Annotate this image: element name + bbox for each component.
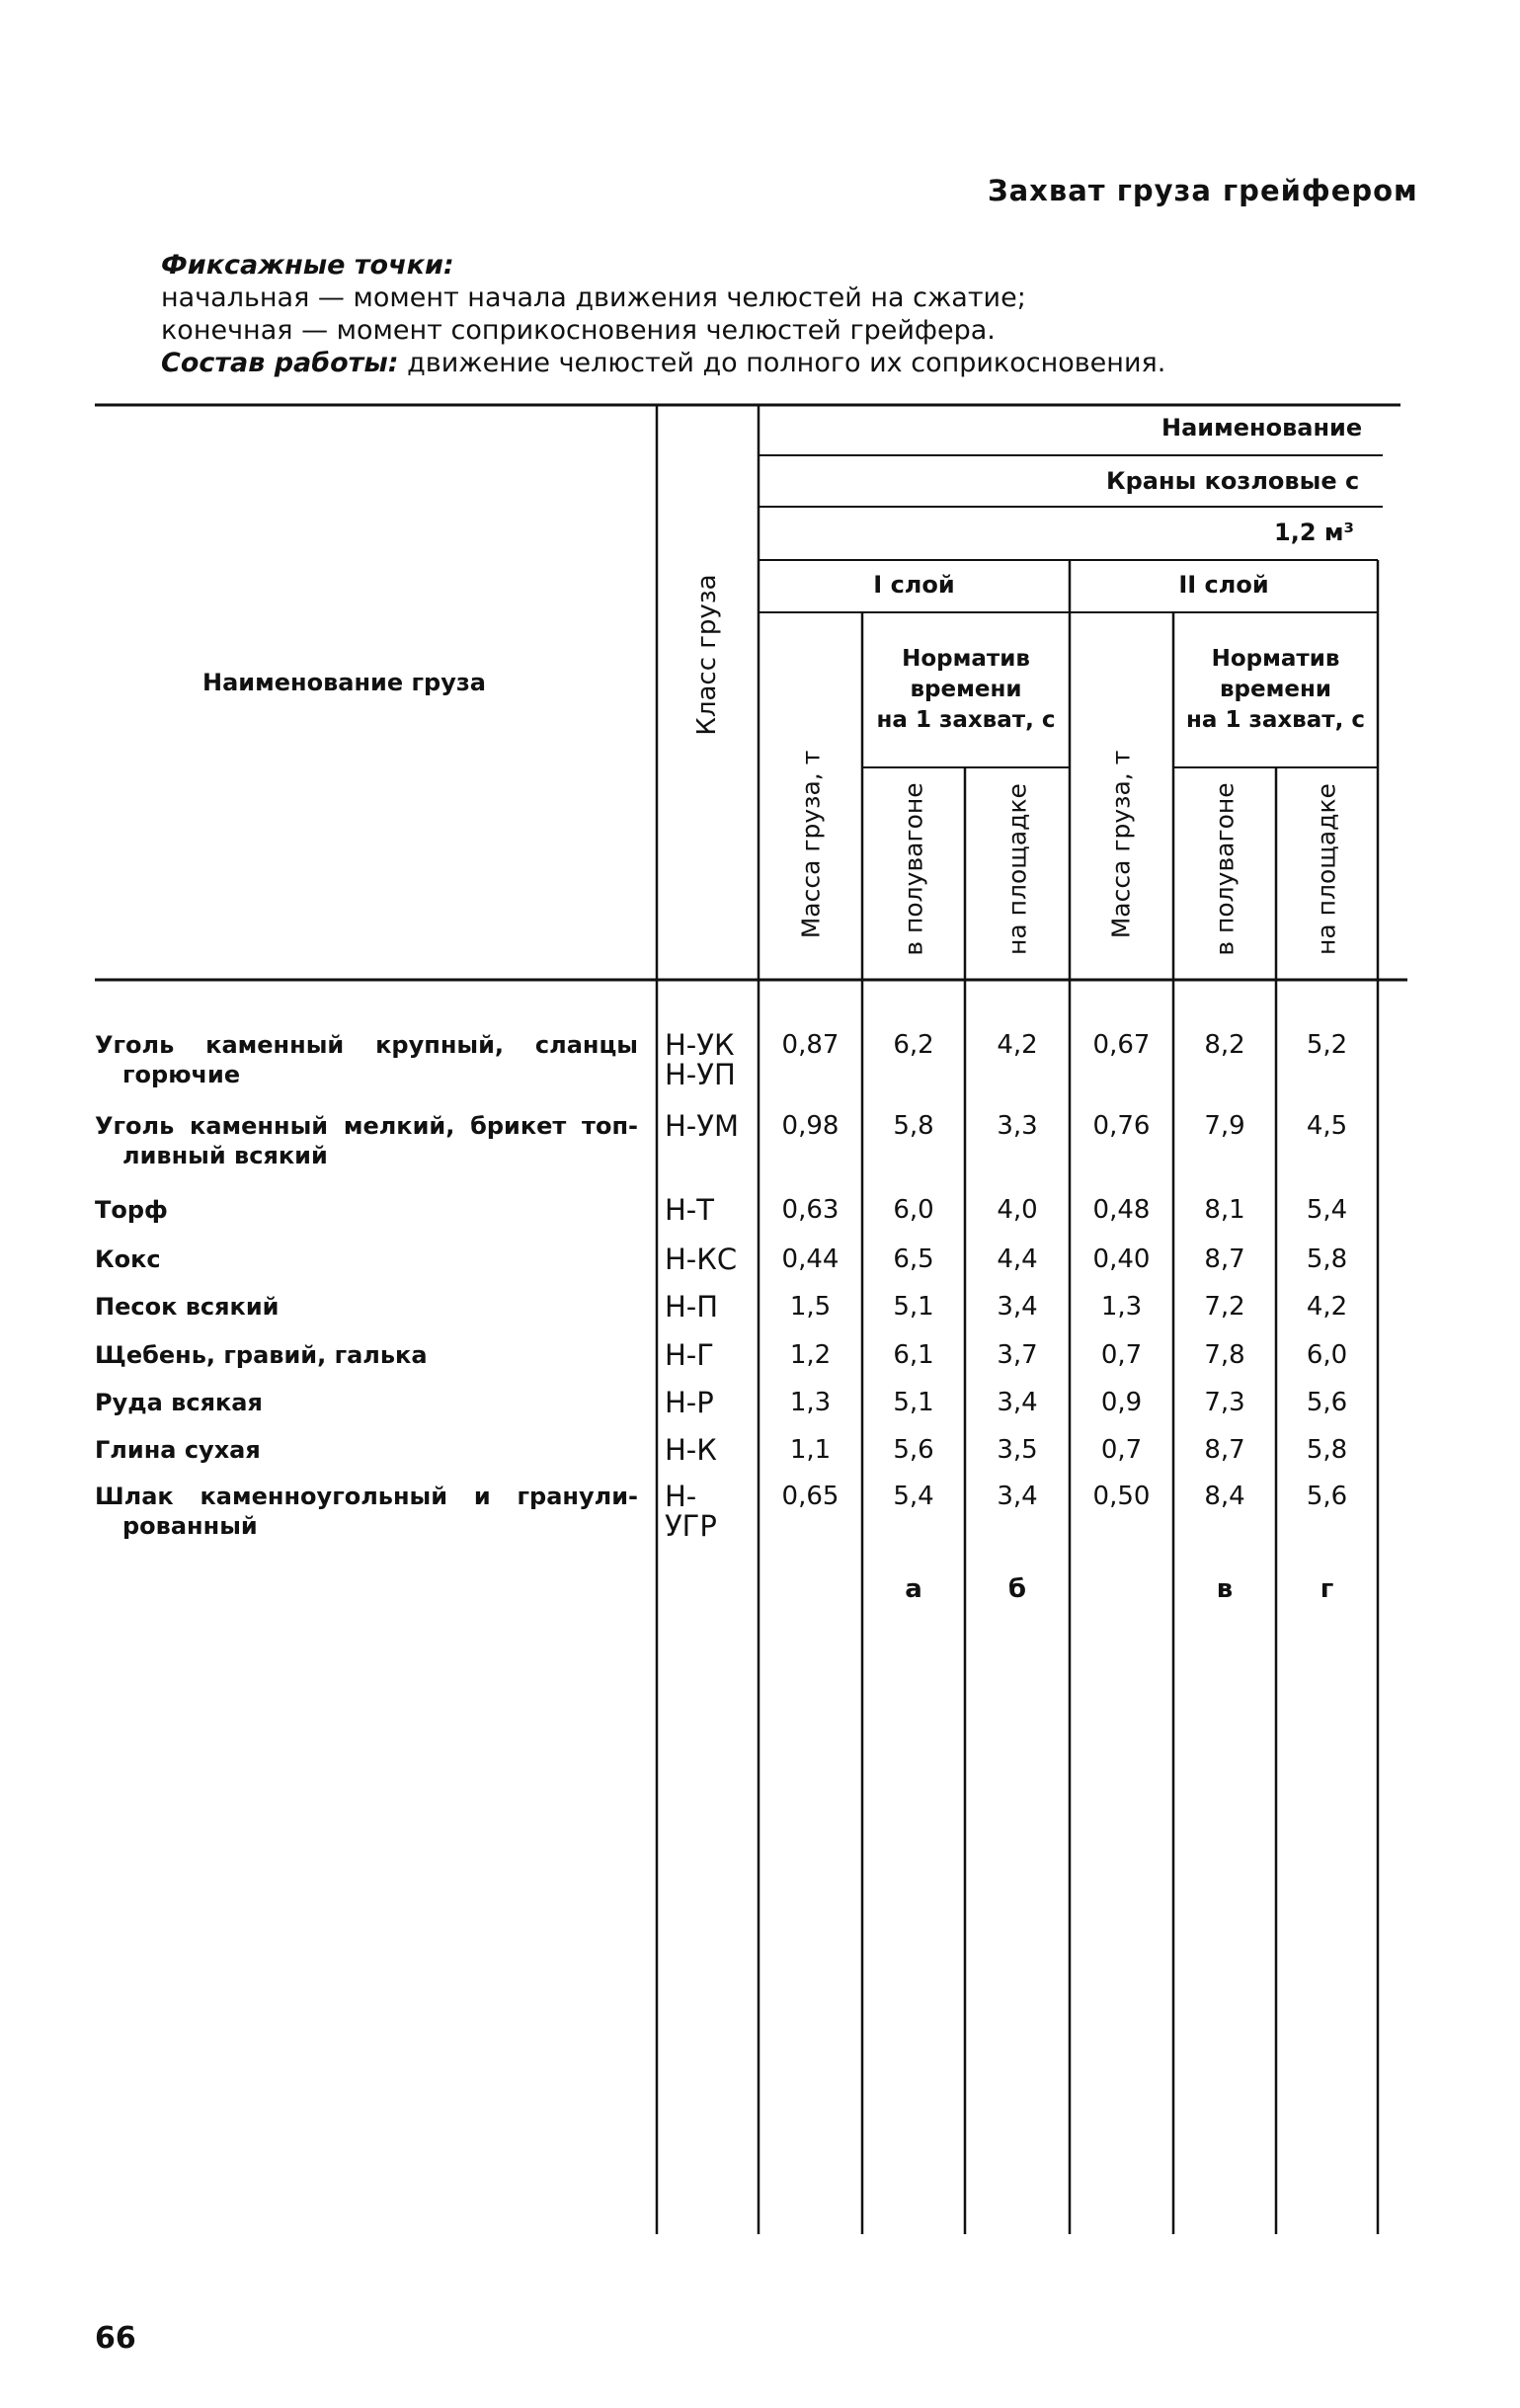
row-7-class: Н-К [665,1433,717,1467]
row-5-name: Щебень, гравий, галька [95,1341,428,1369]
header-platform-1: на площадке [1002,783,1032,955]
row-3-platform-2: 5,8 [1306,1244,1348,1274]
header-norm-1: Норматив времени на 1 захват, с [876,646,1056,733]
row-1-mass-2: 0,76 [1092,1111,1151,1141]
row-8-mass-2: 0,50 [1092,1482,1151,1511]
row-2-platform-2: 5,4 [1306,1195,1348,1225]
row-7-mass-1: 1,1 [789,1435,832,1465]
row-0-platform-2: 5,2 [1306,1030,1348,1060]
header-wagon-1: в полувагоне [899,782,928,956]
row-2-mass-2: 0,48 [1092,1195,1151,1225]
section-title: Захват груза грейфером [988,174,1418,207]
header-layer-2: II слой [1178,571,1269,599]
header-wagon-2: в полувагоне [1210,782,1240,956]
row-3-class: Н-КС [665,1243,738,1276]
row-7-wagon-1: 5,6 [893,1435,934,1465]
start-point: начальная — момент начала движения челюстей на сжатие; [161,282,1026,313]
row-3-platform-1: 4,4 [997,1244,1038,1274]
row-7-wagon-2: 8,7 [1204,1435,1245,1465]
row-4-name: Песок всякий [95,1293,280,1321]
row-1-wagon-2: 7,9 [1204,1111,1245,1141]
row-4-mass-2: 1,3 [1100,1292,1143,1322]
row-6-wagon-2: 7,3 [1204,1388,1245,1417]
row-4-platform-2: 4,2 [1306,1292,1348,1322]
row-5-mass-1: 1,2 [789,1340,832,1370]
row-5-platform-1: 3,7 [997,1340,1038,1370]
row-4-platform-1: 3,4 [997,1292,1038,1322]
row-7-mass-2: 0,7 [1100,1435,1143,1465]
work-label: Состав работы: [161,348,399,378]
row-7-platform-2: 5,8 [1306,1435,1348,1465]
column-index-g: г [1320,1574,1334,1604]
row-7-platform-1: 3,5 [997,1435,1038,1465]
row-4-wagon-2: 7,2 [1204,1292,1245,1322]
row-2-mass-1: 0,63 [781,1195,840,1225]
row-2-wagon-2: 8,1 [1204,1195,1245,1225]
header-naming: Наименование [1161,414,1363,441]
header-platform-2: на площадке [1312,783,1341,955]
row-3-wagon-2: 8,7 [1204,1244,1245,1274]
row-8-class: Н- УГР [665,1480,717,1543]
row-5-platform-2: 6,0 [1306,1340,1348,1370]
row-1-wagon-1: 5,8 [893,1111,934,1141]
work-text: движение челюстей до полного их соприкосновения. [407,348,1166,378]
row-6-name: Руда всякая [95,1389,263,1416]
row-1-platform-1: 3,3 [997,1111,1038,1141]
row-8-platform-2: 5,6 [1306,1482,1348,1511]
row-8-platform-1: 3,4 [997,1482,1038,1511]
row-1-mass-1: 0,98 [781,1111,840,1141]
row-3-mass-1: 0,44 [781,1244,840,1274]
row-5-class: Н-Г [665,1338,714,1372]
row-4-class: Н-П [665,1290,719,1324]
row-8-mass-1: 0,65 [781,1482,840,1511]
row-3-mass-2: 0,40 [1092,1244,1151,1274]
column-index-b: б [1007,1574,1027,1604]
row-0-name: Уголь каменный крупный, сланцы горючие [95,1031,638,1088]
row-6-mass-1: 1,3 [789,1388,832,1417]
row-1-class: Н-УМ [665,1109,739,1143]
row-0-class: Н-УК Н-УП [665,1028,736,1091]
row-5-wagon-2: 7,8 [1204,1340,1245,1370]
row-6-platform-2: 5,6 [1306,1388,1348,1417]
header-layer-1: I слой [873,571,955,599]
row-3-name: Кокс [95,1245,161,1273]
row-5-wagon-1: 6,1 [893,1340,934,1370]
row-7-name: Глина сухая [95,1436,261,1464]
row-8-name: Шлак каменноугольный и гранули- рованный [95,1483,638,1540]
row-0-mass-2: 0,67 [1092,1030,1151,1060]
row-2-class: Н-Т [665,1193,714,1227]
row-0-platform-1: 4,2 [997,1030,1038,1060]
header-mass-2: Масса груза, т [1106,750,1136,939]
row-4-wagon-1: 5,1 [893,1292,934,1322]
page-number: 66 [95,2321,136,2356]
row-6-mass-2: 0,9 [1100,1388,1143,1417]
row-8-wagon-1: 5,4 [893,1482,934,1511]
end-point: конечная — момент соприкосновения челюстей грейфера. [161,315,996,346]
header-cranes: Краны козловые с [1106,467,1360,495]
row-2-platform-1: 4,0 [997,1195,1038,1225]
row-6-class: Н-Р [665,1386,714,1419]
header-capacity: 1,2 м³ [1274,519,1354,546]
row-6-wagon-1: 5,1 [893,1388,934,1417]
row-5-mass-2: 0,7 [1100,1340,1143,1370]
header-cargo-name: Наименование груза [202,669,486,696]
row-1-platform-2: 4,5 [1306,1111,1348,1141]
header-cargo-class: Класс груза [692,574,722,736]
row-3-wagon-1: 6,5 [893,1244,934,1274]
intro-text [161,249,1405,379]
row-0-wagon-1: 6,2 [893,1030,934,1060]
row-2-wagon-1: 6,0 [893,1195,934,1225]
row-4-mass-1: 1,5 [789,1292,832,1322]
column-index-a: а [905,1574,922,1604]
row-6-platform-1: 3,4 [997,1388,1038,1417]
header-norm-2: Норматив времени на 1 захват, с [1186,646,1365,733]
row-2-name: Торф [95,1196,168,1224]
row-1-name: Уголь каменный мелкий, брикет топ- ливный всякий [95,1112,638,1169]
column-index-v: в [1216,1574,1234,1604]
row-0-wagon-2: 8,2 [1204,1030,1245,1060]
row-0-mass-1: 0,87 [781,1030,840,1060]
header-mass-1: Масса груза, т [796,750,826,939]
fix-heading: Фиксажные точки: [161,250,454,281]
row-8-wagon-2: 8,4 [1204,1482,1245,1511]
